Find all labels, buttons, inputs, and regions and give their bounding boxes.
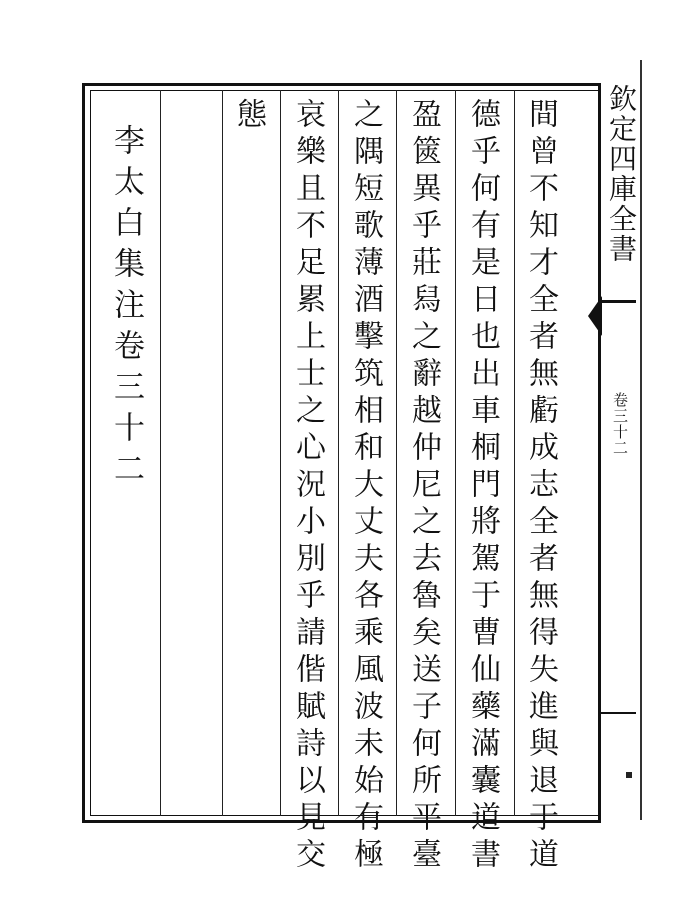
- column-rule: [514, 90, 515, 816]
- text-column-1: 間曾不知才全者無虧成志全者無得失進與退于道: [523, 98, 558, 875]
- column-rule: [396, 90, 397, 816]
- book-title: 李太白集注卷三十二: [108, 124, 144, 493]
- text-column-2: 德乎何有是日也出車桐門將駕于曹仙藥滿囊道書: [465, 98, 500, 875]
- gutter-fold-line: [640, 60, 642, 820]
- fishtail-line: [600, 300, 636, 303]
- column-rule: [222, 90, 223, 816]
- gutter-bottom-mark: [600, 712, 636, 714]
- column-rule: [280, 90, 281, 816]
- column-rule: [455, 90, 456, 816]
- gutter-volume-label: 卷三十二: [611, 392, 629, 456]
- margin-dot: [626, 772, 632, 778]
- column-rule: [338, 90, 339, 816]
- text-column-3: 盈篋異乎莊舄之辭越仲尼之去魯矣送子何所平臺: [406, 98, 441, 875]
- text-column-4: 之隅短歌薄酒擊筑相和大丈夫各乘風波未始有極: [348, 98, 383, 875]
- column-rule: [160, 90, 161, 816]
- text-column-5: 哀樂且不足累上士之心況小別乎請偕賦詩以見交: [290, 98, 325, 875]
- gutter-collection-title: 欽定四庫全書: [605, 84, 638, 264]
- text-column-6: 態: [231, 98, 266, 135]
